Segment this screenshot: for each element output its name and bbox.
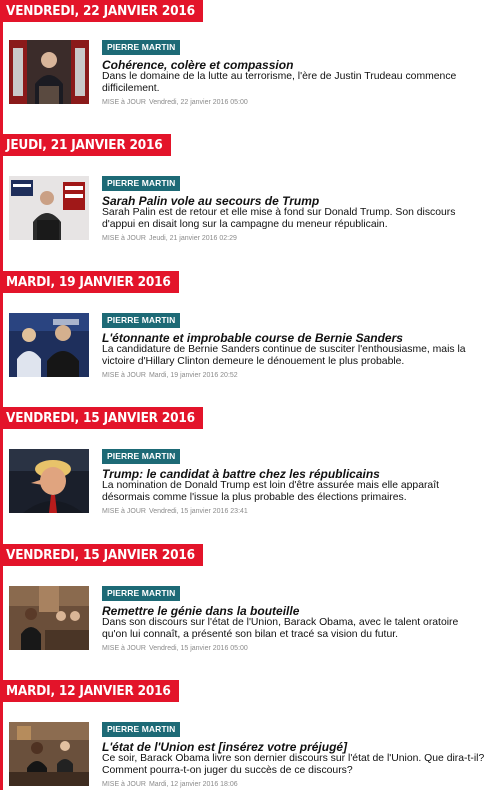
article-entry[interactable] — [9, 449, 489, 521]
author-badge[interactable]: PIERRE MARTIN — [102, 313, 180, 328]
article-title[interactable]: L'état de l'Union est [insérez votre préjugé] — [102, 740, 348, 754]
article-thumbnail[interactable] — [9, 313, 89, 377]
article-thumbnail[interactable] — [9, 449, 89, 513]
article-thumbnail[interactable] — [9, 586, 89, 650]
updated-date: Vendredi, 22 janvier 2016 05:00 — [148, 99, 248, 106]
updated-date: Jeudi, 21 janvier 2016 02:29 — [148, 235, 237, 242]
article-timestamp — [102, 235, 237, 243]
article-title[interactable]: Trump: le candidat à battre chez les républicains — [102, 467, 380, 481]
article-title[interactable]: Sarah Palin vole au secours de Trump — [102, 194, 320, 208]
article-entry[interactable] — [9, 586, 489, 658]
article-title[interactable]: L'étonnante et improbable course de Bernie Sanders — [102, 331, 403, 345]
article-timestamp — [102, 99, 248, 107]
day-header: VENDREDI, 15 JANVIER 2016 — [0, 544, 203, 566]
article-title[interactable]: Cohérence, colère et compassion — [102, 58, 294, 72]
article-summary: La nomination de Donald Trump est loin d'être assurée mais elle apparaît désormais comme l'issue la plus probable des élections primaires. — [102, 480, 439, 503]
article-timestamp — [102, 372, 238, 380]
day-header: VENDREDI, 22 JANVIER 2016 — [0, 0, 203, 22]
timeline-line — [0, 0, 3, 790]
updated-date: Mardi, 12 janvier 2016 18:06 — [148, 781, 238, 788]
author-badge[interactable]: PIERRE MARTIN — [102, 40, 180, 55]
author-badge[interactable]: PIERRE MARTIN — [102, 176, 180, 191]
article-timestamp — [102, 781, 238, 789]
article-summary: Sarah Palin est de retour et elle mise à fond sur Donald Trump. Son discours d'appui en disait long sur la campagne du meneur républicain. — [102, 207, 456, 230]
meta-prefix: MISE à JOUR — [102, 235, 146, 242]
author-badge[interactable]: PIERRE MARTIN — [102, 449, 180, 464]
meta-prefix: MISE à JOUR — [102, 781, 146, 788]
article-timestamp — [102, 508, 248, 516]
author-badge[interactable]: PIERRE MARTIN — [102, 586, 180, 601]
author-badge[interactable]: PIERRE MARTIN — [102, 722, 180, 737]
updated-date: Mardi, 19 janvier 2016 20:52 — [148, 372, 238, 379]
day-header: JEUDI, 21 JANVIER 2016 — [0, 134, 171, 156]
day-header: VENDREDI, 15 JANVIER 2016 — [0, 407, 203, 429]
day-header: MARDI, 19 JANVIER 2016 — [0, 271, 179, 293]
day-header: MARDI, 12 JANVIER 2016 — [0, 680, 179, 702]
updated-date: Vendredi, 15 janvier 2016 05:00 — [148, 645, 248, 652]
article-summary: Dans son discours sur l'état de l'Union, Barack Obama, avec le talent oratoire qu'on lui connaît, a présenté son bilan et tracé sa vision du futur. — [102, 617, 459, 640]
article-entry[interactable] — [9, 313, 489, 385]
article-summary: Ce soir, Barack Obama livre son dernier discours sur l'état de l'Union. Que dira-t-il? Comment pourra-t-on juger du succès de ce discours? — [102, 753, 485, 776]
article-summary: Dans le domaine de la lutte au terrorisme, l'ère de Justin Trudeau commence difficilement. — [102, 71, 457, 94]
meta-prefix: MISE à JOUR — [102, 372, 146, 379]
article-thumbnail[interactable] — [9, 40, 89, 104]
article-timestamp — [102, 645, 248, 653]
article-entry[interactable] — [9, 722, 489, 794]
article-title[interactable]: Remettre le génie dans la bouteille — [102, 604, 300, 618]
meta-prefix: MISE à JOUR — [102, 508, 146, 515]
article-entry[interactable] — [9, 40, 489, 112]
article-thumbnail[interactable] — [9, 176, 89, 240]
article-summary: La candidature de Bernie Sanders continue de susciter l'enthousiasme, mais la victoire d'Hillary Clinton demeure le dénouement le plus probable. — [102, 344, 466, 367]
meta-prefix: MISE à JOUR — [102, 99, 146, 106]
updated-date: Vendredi, 15 janvier 2016 23:41 — [148, 508, 248, 515]
meta-prefix: MISE à JOUR — [102, 645, 146, 652]
article-entry[interactable] — [9, 176, 489, 248]
article-thumbnail[interactable] — [9, 722, 89, 786]
